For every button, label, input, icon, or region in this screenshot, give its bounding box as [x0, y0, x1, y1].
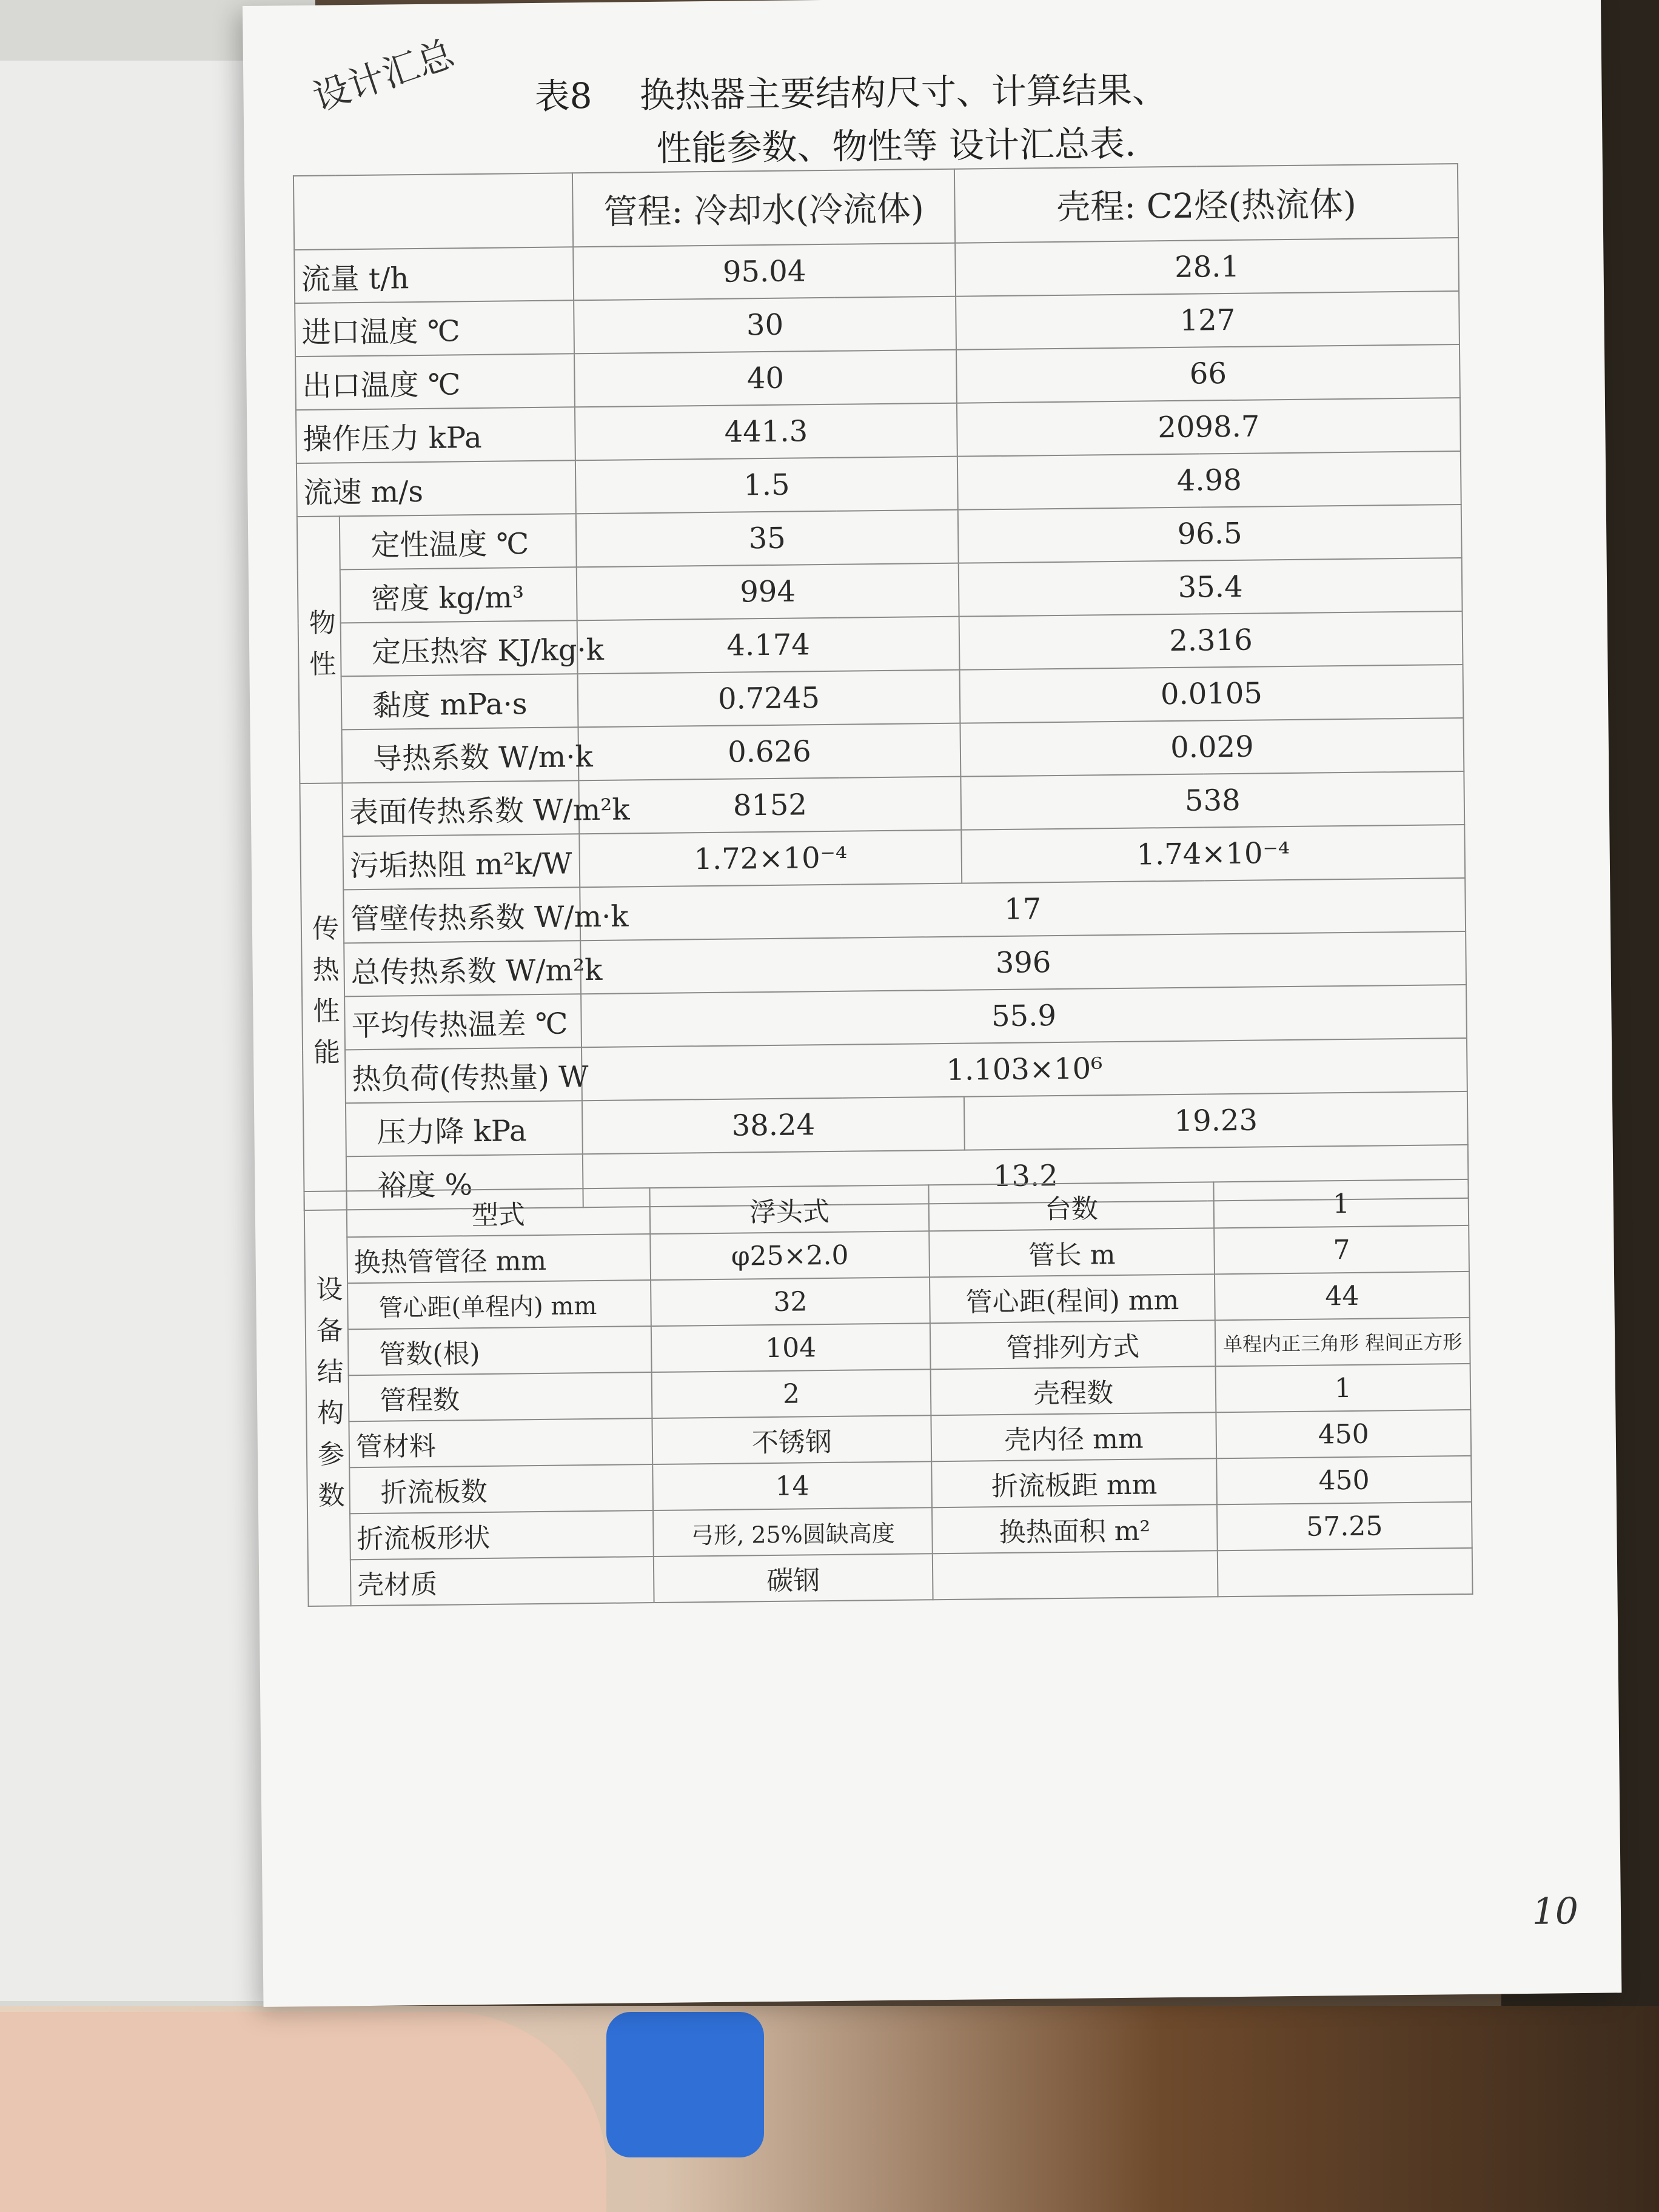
- row-label: 表面传热系数 W/m²k: [342, 780, 579, 836]
- equip-label: 管长 m: [929, 1228, 1215, 1277]
- property-section-label: 物性: [297, 516, 343, 783]
- merged-value: 17: [580, 878, 1466, 940]
- row-label: 导热系数 W/m·k: [342, 727, 579, 783]
- table-label: 表8: [534, 75, 592, 117]
- page-title: [534, 59, 1506, 176]
- tube-value: 35: [576, 510, 959, 568]
- shell-value: 35.4: [959, 558, 1463, 617]
- equip-value: 44: [1215, 1272, 1470, 1320]
- row-label: 定压热容 KJ/kg·k: [341, 620, 578, 676]
- corner-note: 设计汇总: [307, 32, 460, 119]
- equip-label: 壳内径 mm: [931, 1412, 1216, 1461]
- row-label: 管壁传热系数 W/m·k: [343, 887, 580, 943]
- equip-label: 管材料: [349, 1418, 652, 1467]
- merged-value: 1.103×10⁶: [581, 1038, 1467, 1101]
- equipment-section-label: 设备结构参数: [304, 1191, 350, 1606]
- equip-label: 折流板数: [349, 1464, 653, 1513]
- merged-value: 396: [580, 931, 1466, 994]
- equip-label: 壳材质: [350, 1557, 654, 1606]
- equip-label: 壳程数: [931, 1366, 1216, 1415]
- header-row: [293, 164, 1458, 250]
- equip-label: 折流板距 mm: [931, 1458, 1217, 1507]
- summary-table: [293, 163, 1469, 1211]
- tube-value: 1.5: [575, 457, 958, 514]
- shell-value: 28.1: [955, 238, 1459, 297]
- shell-value: 4.98: [957, 451, 1461, 510]
- equip-value: 450: [1216, 1410, 1471, 1458]
- equip-label: 折流板形状: [350, 1510, 654, 1560]
- row-label: 热负荷(传热量) W: [345, 1047, 582, 1103]
- row-label: 裕度 %: [346, 1154, 583, 1210]
- tube-value: 441.3: [575, 403, 957, 461]
- equip-label: 换热面积 m²: [932, 1504, 1218, 1553]
- shell-value: 66: [956, 344, 1460, 403]
- hand-thumb: [0, 2012, 606, 2212]
- row-label: 定性温度 ℃: [340, 514, 577, 569]
- row-label: 流量 t/h: [294, 247, 574, 303]
- equip-value: 450: [1216, 1456, 1472, 1504]
- equip-value: 1: [1213, 1179, 1469, 1228]
- tube-value: 95.04: [573, 243, 956, 301]
- shell-value: 19.23: [964, 1091, 1468, 1150]
- equip-value: 碳钢: [654, 1553, 933, 1603]
- equip-label: 换热管管径 mm: [347, 1234, 651, 1283]
- shell-value: 538: [960, 771, 1464, 830]
- shell-value: 0.0105: [960, 665, 1464, 723]
- tube-value: 30: [574, 297, 956, 354]
- tube-value: 0.7245: [578, 670, 960, 728]
- equip-value: 浮头式: [649, 1185, 929, 1234]
- equip-value: 2: [652, 1369, 931, 1418]
- shell-value: 0.029: [960, 718, 1464, 777]
- heat-section-label: 传热性能: [300, 783, 346, 1210]
- equip-label: 管程数: [349, 1372, 652, 1421]
- header-blank: [293, 173, 573, 250]
- equip-label: 管排列方式: [930, 1320, 1216, 1369]
- tube-value: 4.174: [577, 617, 960, 674]
- row-label: 污垢热阻 m²k/W: [343, 834, 580, 890]
- equip-value: 1: [1216, 1364, 1471, 1412]
- page-number: 10: [1532, 1890, 1579, 1933]
- row-label: 黏度 mPa·s: [341, 674, 578, 729]
- equip-value: 弓形, 25%圆缺高度: [653, 1507, 933, 1557]
- equip-value: 32: [651, 1277, 930, 1326]
- tube-value: 40: [574, 350, 957, 407]
- row-label: 总传热系数 W/m²k: [344, 940, 581, 996]
- row-label: 操作压力 kPa: [296, 407, 575, 463]
- shell-value: 2.316: [959, 611, 1463, 670]
- equip-label: 管心距(单程内) mm: [347, 1280, 651, 1329]
- title-line-2: 性能参数、物性等 设计汇总表.: [656, 122, 1136, 169]
- row-label: 流速 m/s: [297, 460, 576, 517]
- row-label: 进口温度 ℃: [295, 300, 574, 357]
- equip-value: φ25×2.0: [650, 1231, 930, 1280]
- equip-label: 管心距(程间) mm: [930, 1274, 1215, 1323]
- equip-value: 57.25: [1217, 1502, 1472, 1550]
- tube-value: 0.626: [578, 723, 960, 781]
- tube-value: 38.24: [582, 1097, 965, 1155]
- tube-value: 994: [577, 563, 959, 621]
- tube-value: 1.72×10⁻⁴: [579, 830, 962, 888]
- row-label: 平均传热温差 ℃: [344, 994, 581, 1050]
- equip-value: [1218, 1548, 1473, 1597]
- equip-value: 不锈钢: [652, 1415, 931, 1464]
- handwritten-sheet: [243, 0, 1621, 2007]
- merged-value: 13.2: [583, 1145, 1469, 1207]
- shell-value: 2098.7: [957, 398, 1461, 457]
- equip-label: 台数: [928, 1182, 1214, 1231]
- equip-value: 单程内正三角形 程间正方形: [1215, 1318, 1470, 1366]
- shell-value: 127: [956, 291, 1460, 350]
- tube-side-header: 管程: 冷却水(冷流体): [572, 169, 955, 247]
- shell-side-header: 壳程: C2烃(热流体): [954, 164, 1458, 243]
- equipment-table: [303, 1179, 1473, 1607]
- equip-label: 型式: [346, 1188, 650, 1237]
- equip-value: 7: [1214, 1225, 1469, 1274]
- equip-value: 14: [652, 1461, 932, 1510]
- row-label: 压力降 kPa: [346, 1101, 583, 1156]
- blue-object: [606, 2012, 764, 2157]
- row-label: 密度 kg/m³: [340, 567, 577, 623]
- equip-value: 104: [651, 1323, 931, 1372]
- shell-value: 1.74×10⁻⁴: [961, 825, 1465, 883]
- tube-value: 8152: [578, 777, 961, 834]
- shell-value: 96.5: [958, 504, 1462, 563]
- merged-value: 55.9: [581, 985, 1467, 1047]
- equip-label: [933, 1550, 1218, 1600]
- title-line-1: 换热器主要结构尺寸、计算结果、: [639, 69, 1168, 116]
- row-label: 出口温度 ℃: [295, 354, 575, 410]
- equip-label: 管数(根): [348, 1326, 652, 1375]
